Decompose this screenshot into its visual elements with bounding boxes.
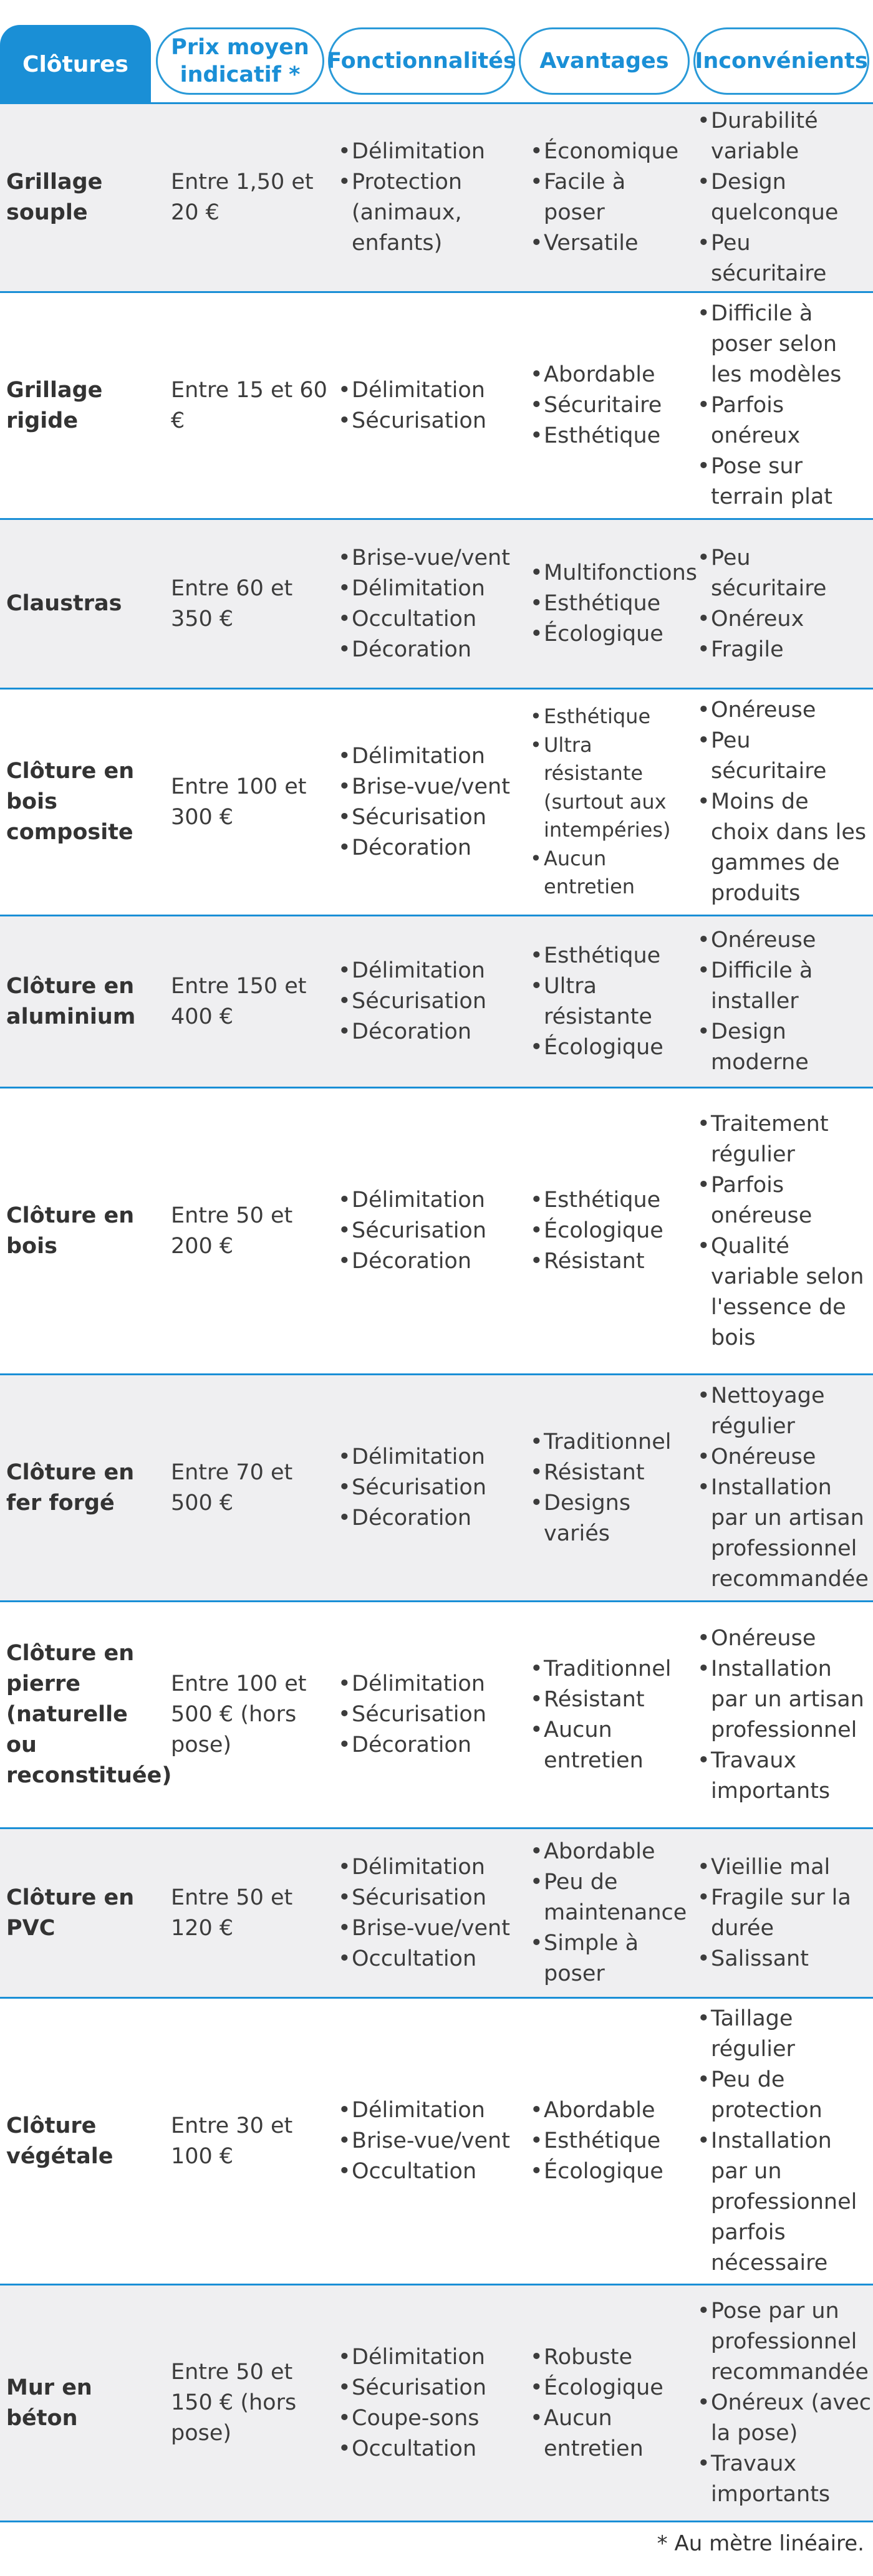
fence-name: Clôture en PVC (6, 1885, 135, 1941)
drawbacks-list-item: • Fragile (697, 635, 873, 665)
functions-list-item: • Délimitation (338, 1669, 525, 1699)
drawbacks-list-item: • Qualité variable selon l'essence de bois (697, 1231, 873, 1353)
fence-name: Claustras (6, 591, 122, 616)
drawbacks-list-item: • Taillage régulier (697, 2004, 873, 2065)
functions-list (338, 690, 525, 915)
functions-list-item: • Brise-vue/vent (338, 1913, 525, 1944)
table-row (0, 1375, 873, 1602)
fence-name: Clôture en aluminium (6, 973, 136, 1029)
drawbacks-list-item: • Peu sécuritaire (697, 228, 873, 289)
table-header (0, 0, 873, 103)
functions-list (338, 1602, 525, 1827)
drawbacks-list-item: • Nettoyage régulier (697, 1381, 873, 1442)
advantages-list-item: • Esthétique (530, 421, 692, 451)
functions-list-item: • Brise-vue/vent (338, 772, 525, 802)
advantages-list (530, 2285, 692, 2521)
advantages-list-item: • Facile à poser (530, 167, 692, 228)
advantages-list-item: • Ultra résistante (surtout aux intempéries) (530, 731, 692, 845)
advantages-list-item: • Esthétique (530, 941, 692, 971)
advantages-list-item: • Écologique (530, 2156, 692, 2187)
advantages-list-item: • Esthétique (530, 589, 692, 619)
price-range: Entre 50 et 150 € (hors pose) (171, 2360, 297, 2446)
drawbacks-list-item: • Parfois onéreux (697, 390, 873, 451)
price-range: Entre 50 et 200 € (171, 1203, 293, 1259)
price-range: Entre 1,50 et 20 € (171, 170, 314, 225)
functions-list-item: • Sécurisation (338, 1216, 525, 1246)
drawbacks-list-item: • Installation par un artisan professionnel recommandée (697, 1473, 873, 1595)
functions-list-item: • Sécurisation (338, 802, 525, 833)
functions-list (338, 520, 525, 688)
advantages-list-item: • Écologique (530, 1032, 692, 1063)
header-fences: Clôtures (0, 25, 151, 103)
drawbacks-list-item: • Onéreuse (697, 925, 873, 956)
fence-name: Clôture en bois composite (6, 759, 135, 845)
advantages-list-item: • Traditionnel (530, 1654, 692, 1684)
advantages-list (530, 104, 692, 291)
drawbacks-list (697, 1829, 873, 1997)
advantages-list-item: • Esthétique (530, 1185, 692, 1216)
fence-name: Grillage souple (6, 170, 103, 225)
advantages-list-item: • Traditionnel (530, 1427, 692, 1458)
advantages-list-item: • Résistant (530, 1458, 692, 1488)
advantages-list-item: • Écologique (530, 1216, 692, 1246)
drawbacks-list-item: • Salissant (697, 1944, 873, 1974)
drawbacks-list-item: • Onéreux (avec la pose) (697, 2388, 873, 2449)
functions-list-item: • Sécurisation (338, 2373, 525, 2403)
functions-list (338, 916, 525, 1087)
advantages-list-item: • Esthétique (530, 703, 692, 731)
functions-list-item: • Décoration (338, 1017, 525, 1047)
fence-name: Mur en béton (6, 2375, 92, 2431)
advantages-list-item: • Versatile (530, 228, 692, 259)
functions-list (338, 104, 525, 291)
functions-list (338, 1375, 525, 1600)
advantages-list-item: • Abordable (530, 360, 692, 390)
drawbacks-list-item: • Travaux importants (697, 2449, 873, 2510)
table-row (0, 520, 873, 690)
table-row (0, 2285, 873, 2522)
advantages-list-item: • Abordable (530, 2095, 692, 2126)
functions-list-item: • Délimitation (338, 137, 525, 167)
functions-list-item: • Sécurisation (338, 1883, 525, 1913)
functions-list-item: • Sécurisation (338, 986, 525, 1017)
fence-name: Clôture en bois (6, 1203, 135, 1259)
advantages-list (530, 293, 692, 518)
functions-list-item: • Délimitation (338, 2342, 525, 2373)
advantages-list-item: • Robuste (530, 2342, 692, 2373)
functions-list-item: • Décoration (338, 833, 525, 863)
advantages-list-item: • Multifonctions (530, 558, 692, 589)
advantages-list-item: • Résistant (530, 1684, 692, 1715)
advantages-list-item: • Abordable (530, 1837, 692, 1867)
advantages-list (530, 1089, 692, 1373)
functions-list-item: • Délimitation (338, 956, 525, 986)
functions-list-item: • Occultation (338, 2434, 525, 2464)
table-row (0, 1829, 873, 1999)
drawbacks-list-item: • Peu de protection (697, 2065, 873, 2126)
drawbacks-list-item: • Pose par un professionnel recommandée (697, 2296, 873, 2388)
drawbacks-list-item: • Design moderne (697, 1017, 873, 1078)
drawbacks-list-item: • Onéreuse (697, 1442, 873, 1473)
functions-list-item: • Brise-vue/vent (338, 2126, 525, 2156)
functions-list-item: • Occultation (338, 604, 525, 635)
drawbacks-list-item: • Installation par un professionnel parfois nécessaire (697, 2126, 873, 2279)
advantages-list-item: • Économique (530, 137, 692, 167)
drawbacks-list-item: • Parfois onéreuse (697, 1170, 873, 1231)
header-functions: Fonctionnalités (328, 27, 515, 95)
drawbacks-list-item: • Difficile à installer (697, 956, 873, 1017)
drawbacks-list-item: • Peu sécuritaire (697, 543, 873, 604)
functions-list (338, 293, 525, 518)
table-row (0, 104, 873, 293)
drawbacks-list (697, 104, 873, 291)
functions-list-item: • Sécurisation (338, 1699, 525, 1730)
advantages-list-item: • Simple à poser (530, 1928, 692, 1989)
functions-list-item: • Décoration (338, 635, 525, 665)
table-row (0, 1999, 873, 2285)
functions-list (338, 2285, 525, 2521)
drawbacks-list-item: • Vieillie mal (697, 1852, 873, 1883)
advantages-list (530, 1375, 692, 1600)
functions-list-item: • Délimitation (338, 574, 525, 604)
functions-list (338, 1089, 525, 1373)
drawbacks-list-item: • Difficile à poser selon les modèles (697, 299, 873, 390)
functions-list (338, 1999, 525, 2284)
drawbacks-list (697, 916, 873, 1087)
advantages-list (530, 1999, 692, 2284)
table-row (0, 1089, 873, 1375)
advantages-list (530, 520, 697, 688)
price-range: Entre 30 et 100 € (171, 2113, 293, 2169)
price-range: Entre 150 et 400 € (171, 973, 307, 1029)
table-row (0, 1602, 873, 1829)
functions-list-item: • Délimitation (338, 2095, 525, 2126)
functions-list-item: • Décoration (338, 1246, 525, 1277)
advantages-list (530, 1829, 692, 1997)
advantages-list-item: • Ultra résistante (530, 971, 692, 1032)
drawbacks-list (697, 293, 873, 518)
drawbacks-list-item: • Durabilité variable (697, 106, 873, 167)
advantages-list (530, 690, 692, 915)
functions-list-item: • Sécurisation (338, 406, 525, 436)
price-range: Entre 50 et 120 € (171, 1885, 293, 1941)
price-range: Entre 100 et 300 € (171, 774, 307, 830)
advantages-list (530, 1602, 692, 1827)
functions-list-item: • Délimitation (338, 1185, 525, 1216)
header-drawbacks: Inconvénients (693, 27, 869, 95)
functions-list-item: • Coupe-sons (338, 2403, 525, 2434)
drawbacks-list-item: • Installation par un artisan professionnel (697, 1654, 873, 1746)
table-row (0, 293, 873, 520)
drawbacks-list-item: • Fragile sur la durée (697, 1883, 873, 1944)
drawbacks-list-item: • Pose sur terrain plat (697, 451, 873, 512)
price-range: Entre 15 et 60 € (171, 377, 327, 433)
drawbacks-list (697, 690, 873, 915)
drawbacks-list-item: • Peu sécuritaire (697, 726, 873, 787)
drawbacks-list (697, 1999, 873, 2284)
functions-list-item: • Décoration (338, 1503, 525, 1534)
price-range: Entre 70 et 500 € (171, 1459, 293, 1516)
advantages-list-item: • Esthétique (530, 2126, 692, 2156)
drawbacks-list (697, 1375, 873, 1600)
functions-list-item: • Occultation (338, 2156, 525, 2187)
functions-list-item: • Sécurisation (338, 1473, 525, 1503)
functions-list-item: • Délimitation (338, 375, 525, 406)
advantages-list-item: • Designs variés (530, 1488, 692, 1549)
drawbacks-list-item: • Moins de choix dans les gammes de produits (697, 787, 873, 909)
drawbacks-list (697, 1089, 873, 1373)
drawbacks-list (697, 1602, 873, 1827)
footnote: * Au mètre linéaire. (657, 2531, 864, 2556)
functions-list-item: • Décoration (338, 1730, 525, 1761)
price-range: Entre 60 et 350 € (171, 575, 293, 632)
functions-list-item: • Brise-vue/vent (338, 543, 525, 574)
advantages-list-item: • Peu de maintenance (530, 1867, 692, 1928)
advantages-list-item: • Aucun entretien (530, 1715, 692, 1776)
drawbacks-list-item: • Onéreuse (697, 695, 873, 726)
functions-list-item: • Délimitation (338, 1852, 525, 1883)
functions-list (338, 1829, 525, 1997)
advantages-list-item: • Sécuritaire (530, 390, 692, 421)
advantages-list-item: • Écologique (530, 2373, 692, 2403)
drawbacks-list-item: • Onéreux (697, 604, 873, 635)
advantages-list-item: • Écologique (530, 619, 692, 650)
header-advantages: Avantages (519, 27, 690, 95)
advantages-list-item: • Résistant (530, 1246, 692, 1277)
functions-list-item: • Occultation (338, 1944, 525, 1974)
advantages-list-item: • Aucun entretien (530, 845, 692, 901)
functions-list-item: • Délimitation (338, 1442, 525, 1473)
drawbacks-list (697, 2285, 873, 2521)
advantages-list (530, 916, 692, 1087)
functions-list-item: • Protection (animaux, enfants) (338, 167, 525, 259)
advantages-list-item: • Aucun entretien (530, 2403, 692, 2464)
fence-name: Grillage rigide (6, 377, 103, 433)
drawbacks-list-item: • Design quelconque (697, 167, 873, 228)
drawbacks-list (697, 520, 873, 688)
header-price: Prix moyen indicatif * (156, 27, 324, 95)
drawbacks-list-item: • Travaux importants (697, 1746, 873, 1807)
drawbacks-list-item: • Onéreuse (697, 1623, 873, 1654)
fence-name: Clôture en fer forgé (6, 1459, 135, 1516)
drawbacks-list-item: • Traitement régulier (697, 1109, 873, 1170)
table-row (0, 916, 873, 1089)
table-row (0, 690, 873, 916)
fence-name: Clôture végétale (6, 2113, 113, 2169)
fence-name: Clôture en pierre (naturelle ou reconstituée) (6, 1641, 172, 1788)
price-range: Entre 100 et 500 € (hors pose) (171, 1671, 307, 1757)
functions-list-item: • Délimitation (338, 741, 525, 772)
